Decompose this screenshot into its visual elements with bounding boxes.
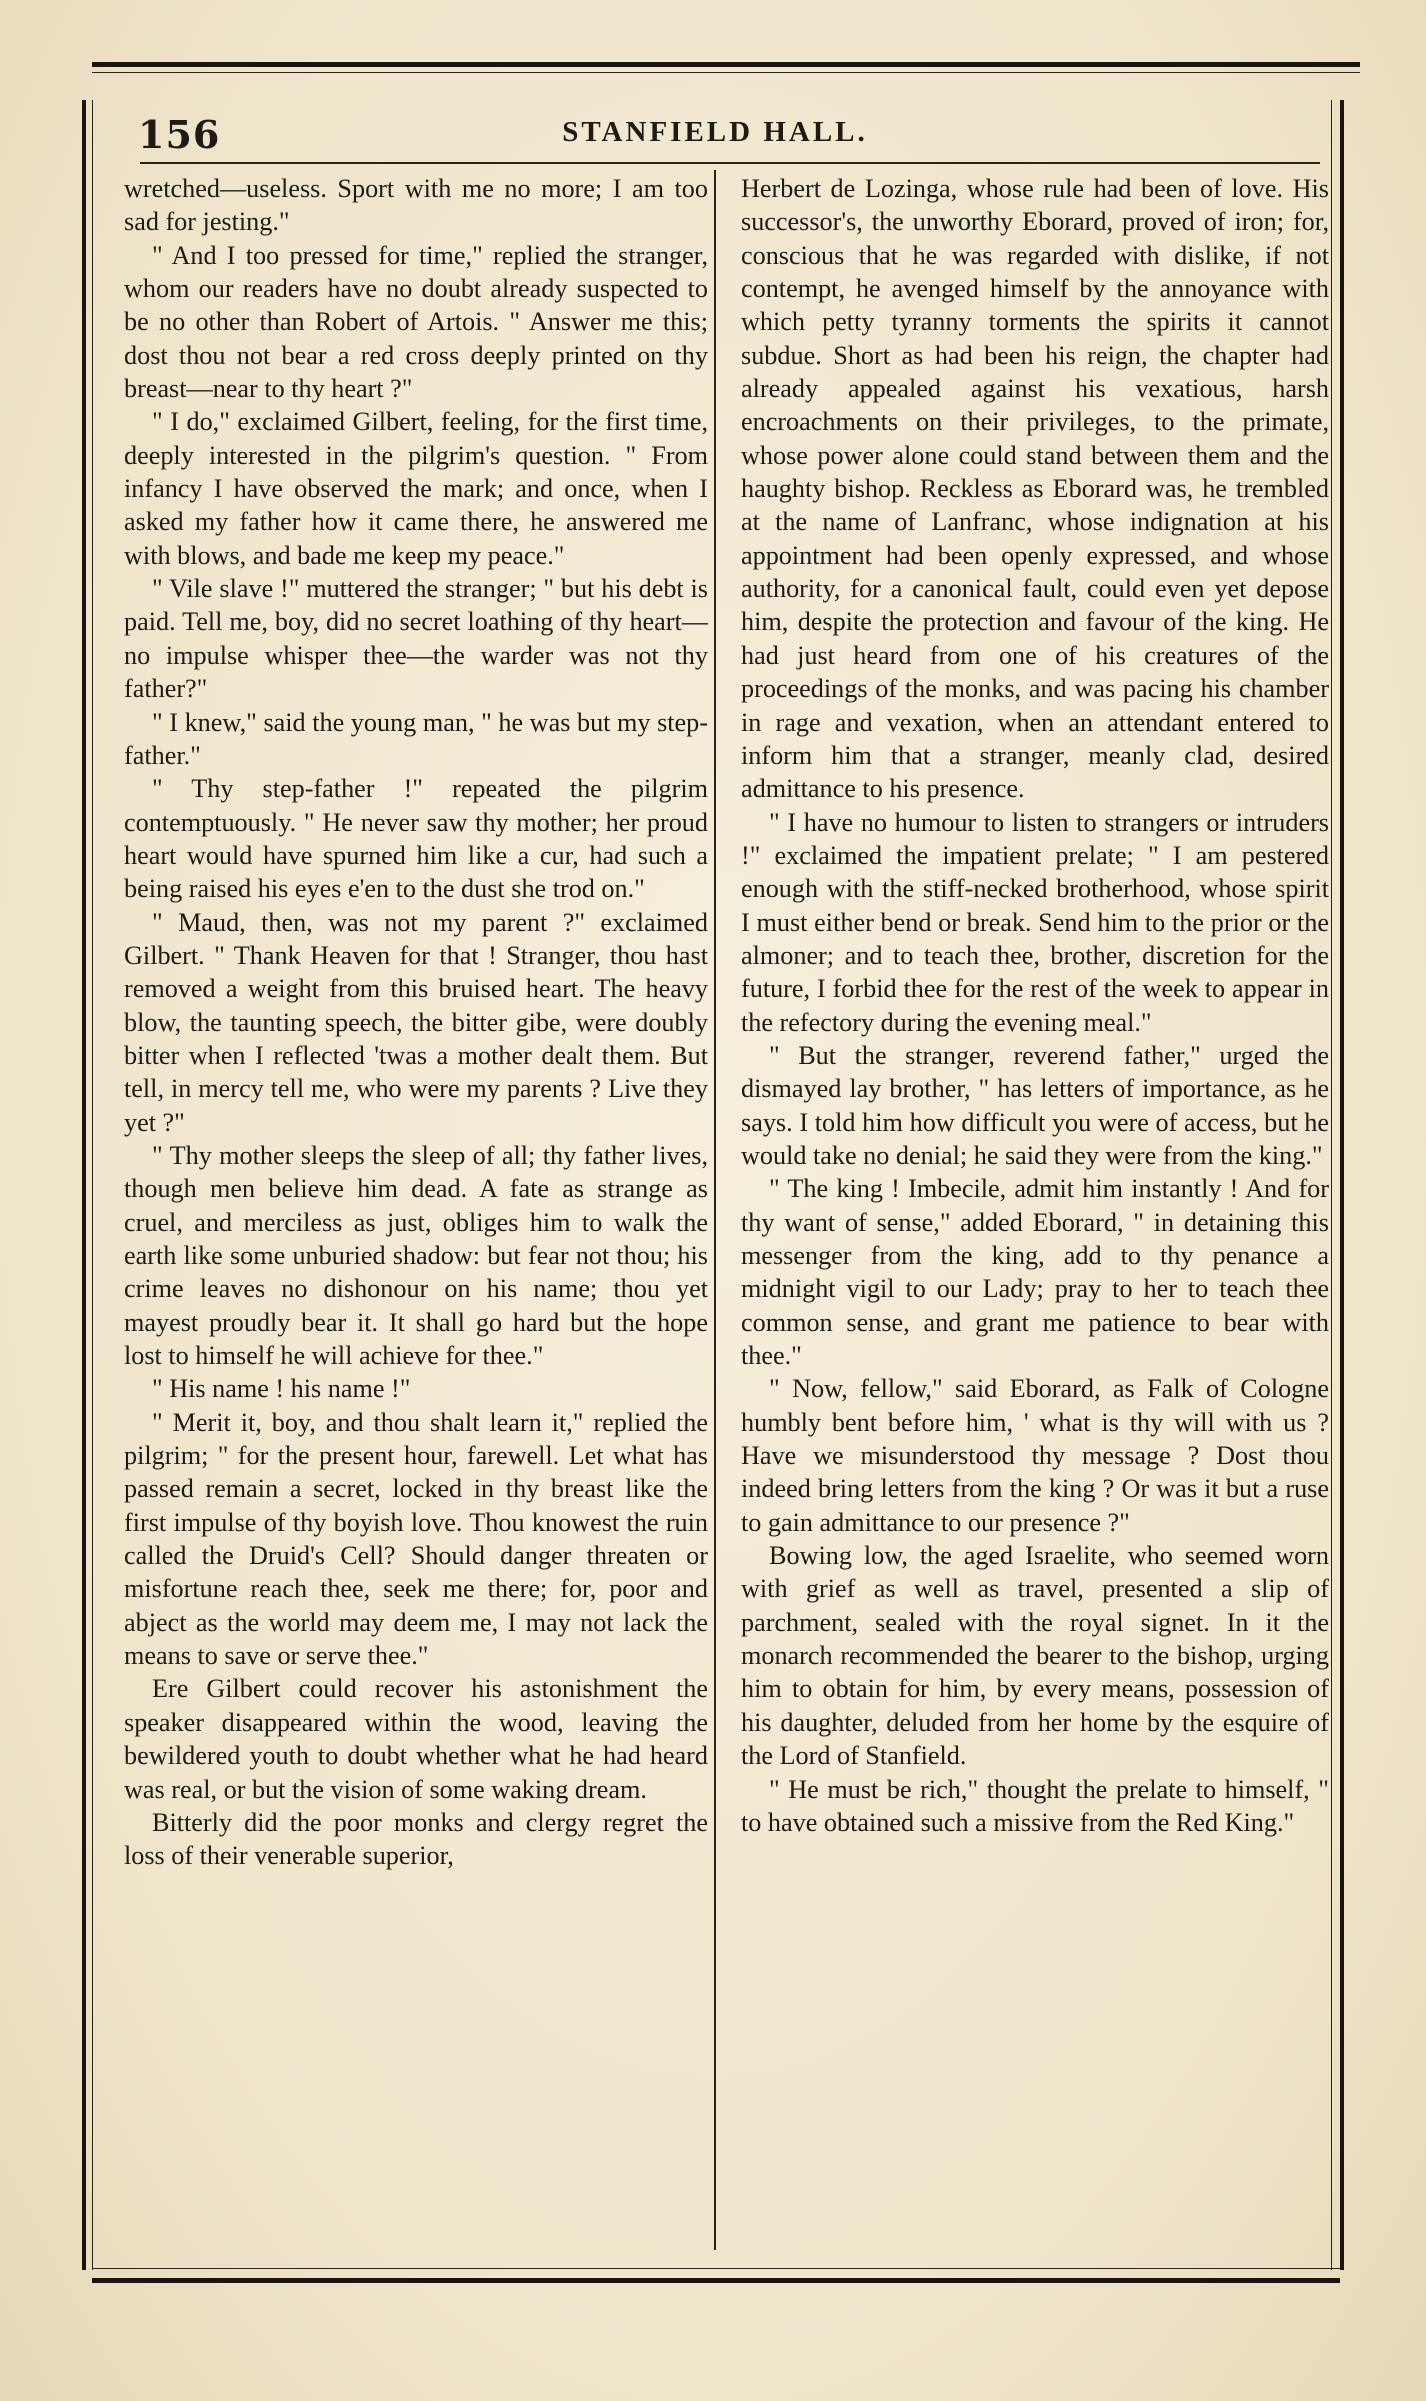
running-title: STANFIELD HALL.	[562, 116, 868, 148]
header-rule	[140, 162, 1320, 164]
paragraph: wretched—useless. Sport with me no more; I am too sad for jesting."	[124, 174, 708, 237]
paragraph: " But the stranger, reverend father," urged the dismayed lay brother, " has letters of importance, as he says. I told him how difficult you were of access, but he would take no denial; he said they were from the king."	[741, 1040, 1329, 1170]
paragraph: " Merit it, boy, and thou shalt learn it," replied the pilgrim; " for the present hour, farewell. Let what has passed remain a secret, locked in thy breast like the first impulse of thy boyish love. Thou knowest the ruin called the Druid's Cell? Should danger threaten or misfortune reach thee, seek me there; for, poor and abject as the world may deem me, I may not lack the means to save or serve thee."	[124, 1407, 708, 1671]
paragraph: " I knew," said the young man, " he was but my step-father."	[124, 707, 708, 770]
paragraph: " Vile slave !" muttered the stranger; " but his debt is paid. Tell me, boy, did no secret loathing of thy heart—no impulse whisper thee—the warder was not thy father?"	[124, 574, 708, 704]
bottom-border-rule	[92, 2278, 1340, 2283]
paragraph: Herbert de Lozinga, whose rule had been of love. His successor's, the unworthy Eborard, proved of iron; for, conscious that he was regarded with dislike, if not contempt, he avenged himself by the annoyance with which petty tyranny torments the spirits it cannot subdue. Short as had been his reign, the chapter had already appealed against his vexatious, harsh encroachments on their privileges, to the primate, whose power alone could stand between them and the haughty bishop. Reckless as Eborard was, he trembled at the name of Lanfranc, whose indignation at his appointment had been openly expressed, and whose authority, for a canonical fault, could even yet depose him, despite the protection and favour of the king. He had just heard from one of his creatures of the proceedings of the monks, and was pacing his chamber in rage and vexation, when an attendant entered to inform him that a stranger, meanly clad, desired admittance to his presence.	[741, 174, 1329, 804]
right-text-column	[741, 172, 1329, 1839]
page-header	[100, 108, 1330, 164]
left-border-rule	[82, 100, 86, 2270]
paragraph: " I have no humour to listen to strangers or intruders !" exclaimed the impatient prelate; " I am pestered enough with the stiff-necked brotherhood, whose spirit I must either bend or break. Send him to the prior or the almoner; and to teach thee, brother, discretion for the future, I forbid thee for the rest of the week to appear in the refectory during the evening meal."	[741, 807, 1329, 1037]
top-border-rule	[92, 62, 1360, 67]
right-border-rule	[1340, 100, 1344, 2270]
paragraph: " He must be rich," thought the prelate to himself, " to have obtained such a missive from the Red King."	[741, 1774, 1329, 1837]
left-text-column	[124, 172, 708, 1873]
paragraph: Bitterly did the poor monks and clergy regret the loss of their venerable superior,	[124, 1807, 708, 1871]
paragraph: Bowing low, the aged Israelite, who seemed worn with grief as well as travel, presented a slip of parchment, sealed with the royal signet. In it the monarch recommended the bearer to the bishop, urging him to obtain for him, by every means, possession of his daughter, deluded from her home by the esquire of the Lord of Stanfield.	[741, 1541, 1329, 1771]
paragraph: " Thy mother sleeps the sleep of all; thy father lives, though men believe him dead. A fate as strange as cruel, and merciless as just, obliges him to walk the earth like some unburied shadow: but fear not thou; his crime leaves no dishonour on his name; thou yet mayest proudly bear it. It shall go hard but the hope lost to himself he will achieve for thee."	[124, 1140, 708, 1371]
column-divider	[714, 170, 716, 2250]
paragraph: " And I too pressed for time," replied the stranger, whom our readers have no doubt already suspected to be no other than Robert of Artois. " Answer me this; dost thou not bear a red cross deeply printed on thy breast—near to thy heart ?"	[124, 240, 708, 404]
page-number: 156	[138, 112, 221, 157]
paragraph: " Now, fellow," said Eborard, as Falk of Cologne humbly bent before him, ' what is thy will with us ? Have we misunderstood thy message ? Dost thou indeed bring letters from the king ? Or was it but a ruse to gain admittance to our presence ?"	[741, 1374, 1329, 1537]
right-border-rule-thin	[1331, 100, 1332, 2270]
bottom-border-rule-thin	[92, 2268, 1340, 2269]
top-border-rule-thin	[92, 72, 1360, 73]
paragraph: " I do," exclaimed Gilbert, feeling, for the first time, deeply interested in the pilgrim's question. " From infancy I have observed the mark; and once, when I asked my father how it came there, he answered me with blows, and bade me keep my peace."	[124, 407, 708, 570]
paragraph: " The king ! Imbecile, admit him instantly ! And for thy want of sense," added Eborard, " in detaining this messenger from the king, add to thy penance a midnight vigil to our Lady; pray to her to teach thee common sense, and grant me patience to bear with thee."	[741, 1174, 1329, 1371]
paragraph: " His name ! his name !"	[152, 1374, 411, 1404]
left-border-rule-thin	[92, 100, 93, 2270]
paragraph: " Thy step-father !" repeated the pilgrim contemptuously. " He never saw thy mother; her proud heart would have spurned him like a cur, had such a being raised his eyes e'en to the dust she trod on."	[124, 774, 708, 904]
paragraph: Ere Gilbert could recover his astonishment the speaker disappeared within the wood, leaving the bewildered youth to doubt whether what he had heard was real, or but the vision of some waking dream.	[124, 1674, 708, 1804]
paragraph: " Maud, then, was not my parent ?" exclaimed Gilbert. " Thank Heaven for that ! Stranger, thou hast removed a weight from this bruised heart. The heavy blow, the taunting speech, the bitter gibe, were doubly bitter when I reflected 'twas a mother dealt them. But tell, in mercy tell me, who were my parents ? Live they yet ?"	[124, 907, 708, 1137]
